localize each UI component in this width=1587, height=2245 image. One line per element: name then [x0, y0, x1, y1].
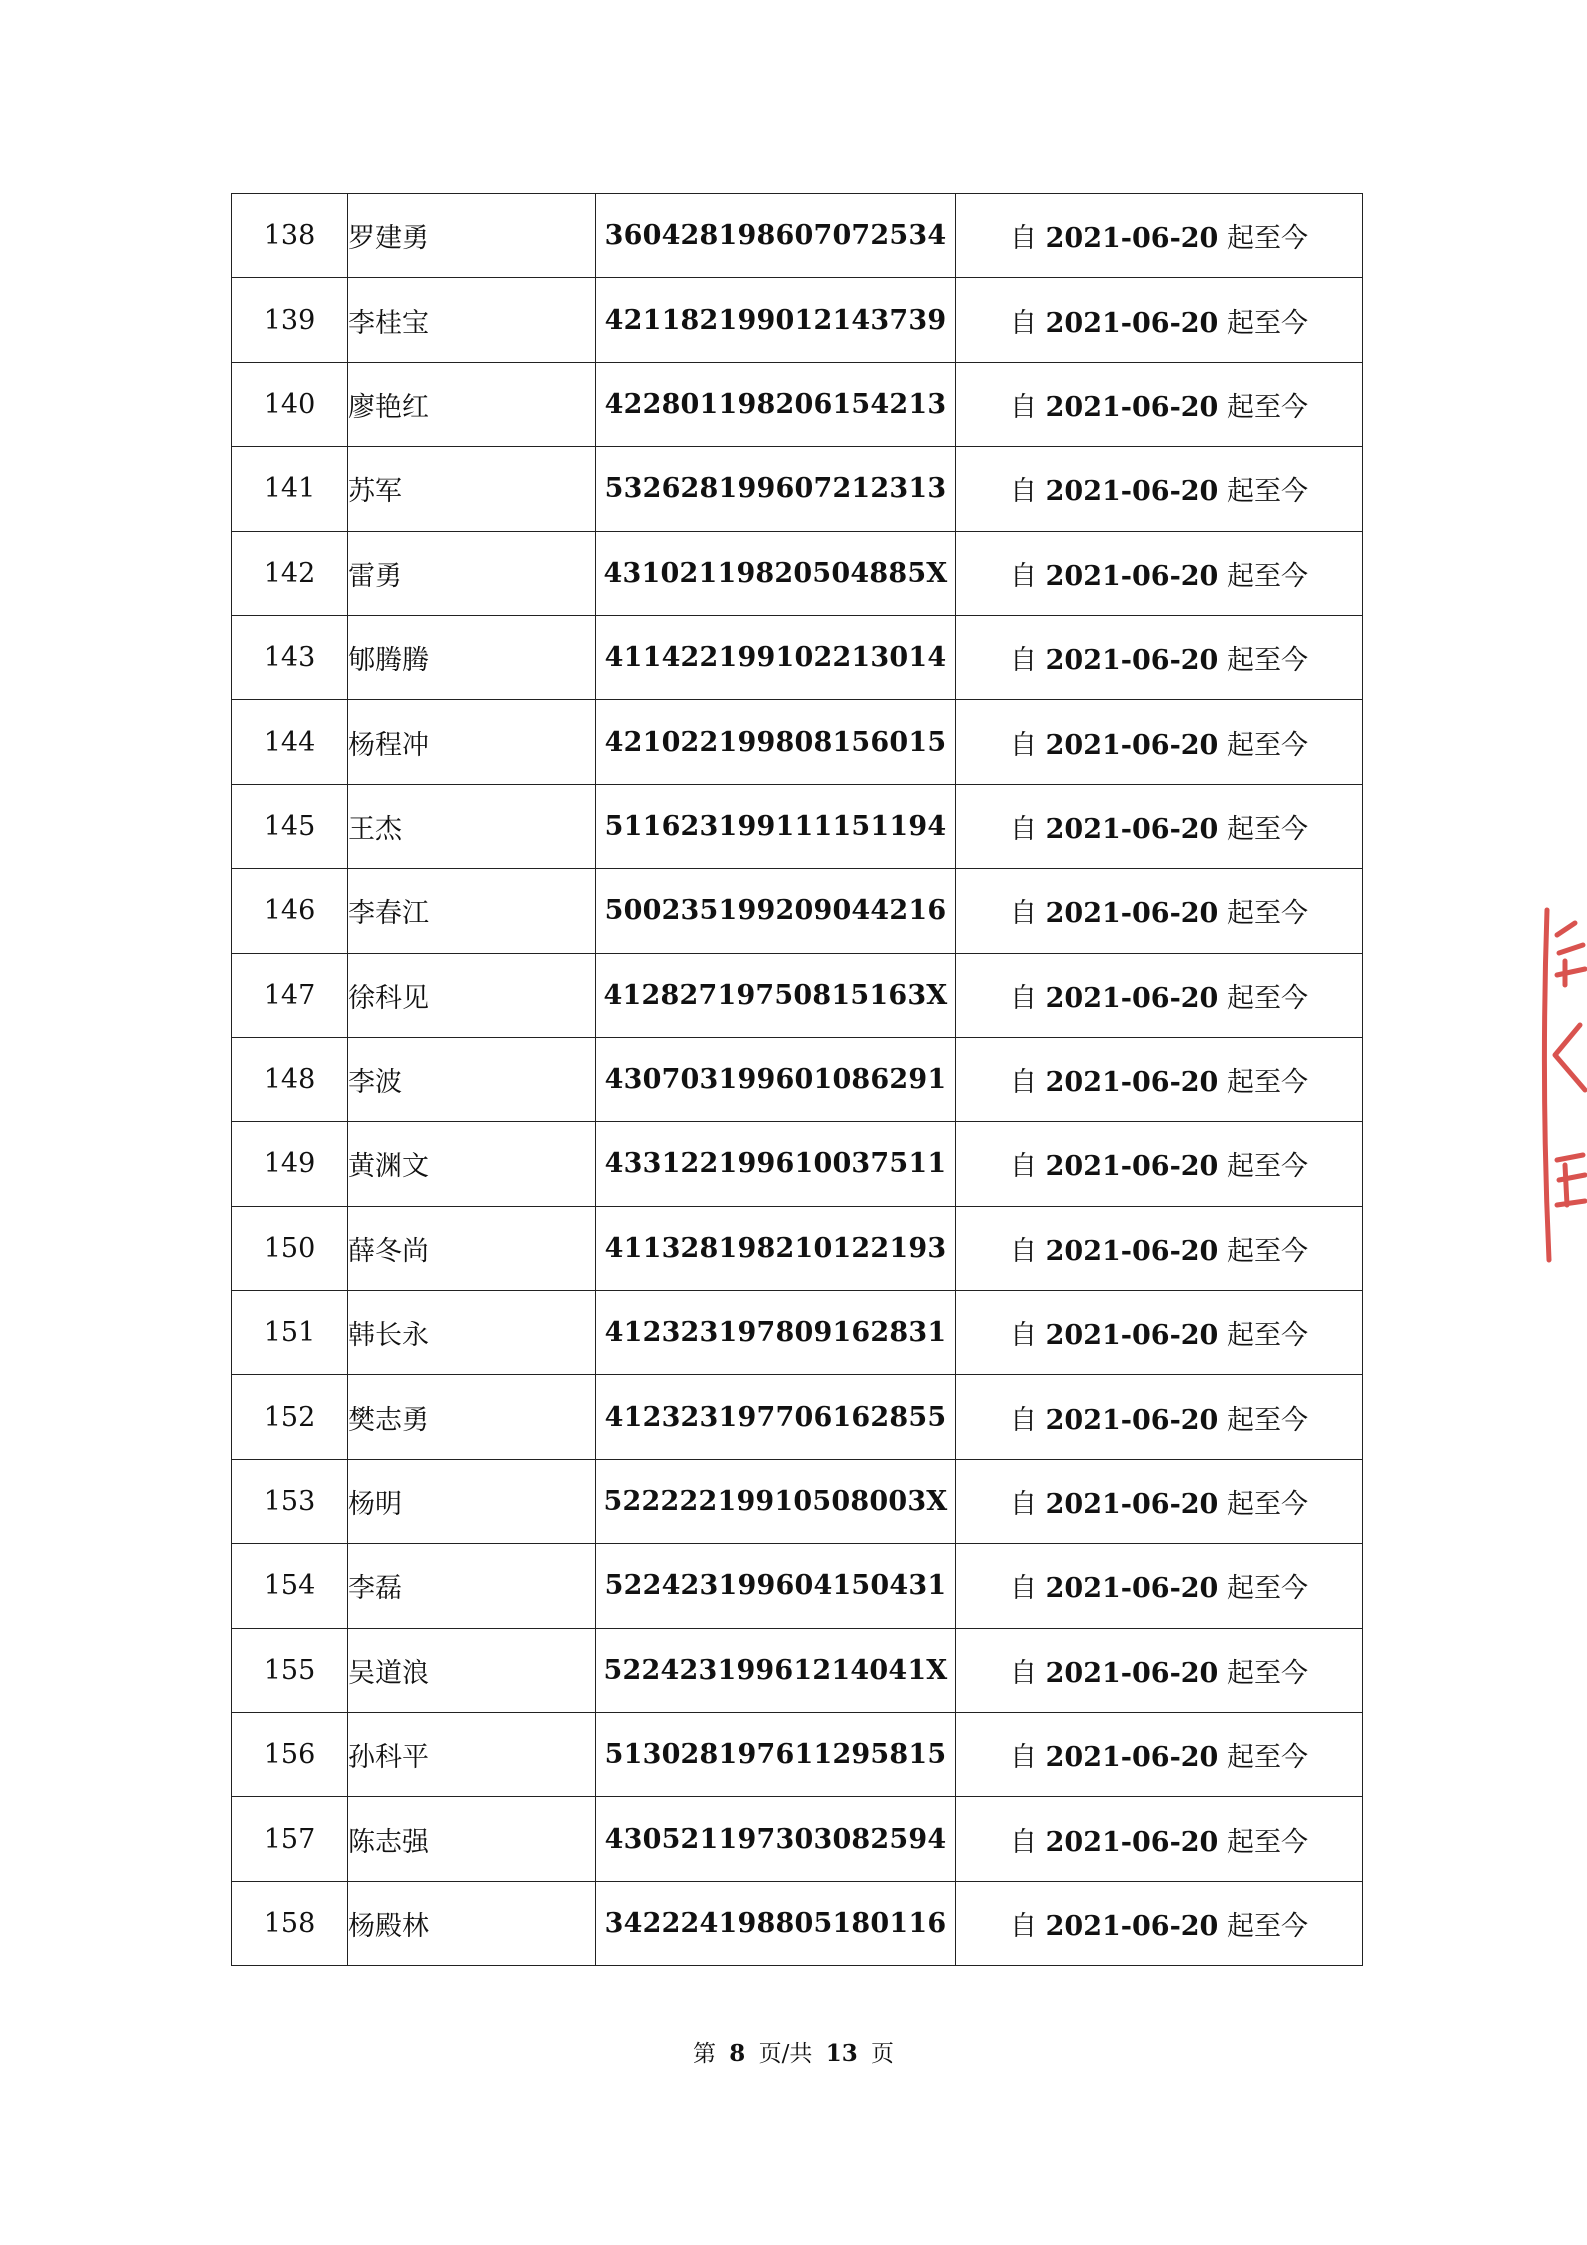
period-from-label: 自: [1010, 476, 1038, 508]
personnel-table-body: [232, 194, 1363, 1966]
period-cell: [956, 362, 1363, 446]
table-row: [232, 447, 1363, 531]
name-cell: 雷勇: [348, 531, 596, 615]
period-from-label: 自: [1010, 1657, 1038, 1689]
period-from-label: 自: [1010, 982, 1038, 1014]
row-number-cell: 155: [232, 1628, 348, 1712]
table-row: [232, 531, 1363, 615]
period-cell: [956, 1713, 1363, 1797]
period-to-label: 起至今: [1226, 982, 1308, 1014]
name-cell: 杨殿林: [348, 1881, 596, 1965]
table-row: [232, 784, 1363, 868]
name-cell: 吴道浪: [348, 1628, 596, 1712]
period-to-label: 起至今: [1226, 1235, 1308, 1267]
period-start-date: 2021-06-20: [1045, 1320, 1219, 1352]
row-number-cell: 140: [232, 362, 348, 446]
row-number-cell: 157: [232, 1797, 348, 1881]
table-row: [232, 278, 1363, 362]
period-to-label: 起至今: [1226, 391, 1308, 423]
period-start-date: 2021-06-20: [1045, 1657, 1219, 1689]
period-start-date: 2021-06-20: [1045, 813, 1219, 845]
name-cell: 李春江: [348, 869, 596, 953]
period-to-label: 起至今: [1226, 307, 1308, 339]
period-to-label: 起至今: [1226, 645, 1308, 677]
row-number-cell: 147: [232, 953, 348, 1037]
period-cell: [956, 1122, 1363, 1206]
table-row: [232, 700, 1363, 784]
footer-suffix: 页: [871, 2041, 895, 2067]
id-number-cell: 513028197611295815: [596, 1713, 956, 1797]
id-number-cell: 342224198805180116: [596, 1881, 956, 1965]
id-number-cell: 433122199610037511: [596, 1122, 956, 1206]
personnel-table: [231, 193, 1363, 1966]
table-row: [232, 869, 1363, 953]
name-cell: 罗建勇: [348, 194, 596, 278]
id-number-cell: 421022199808156015: [596, 700, 956, 784]
period-from-label: 自: [1010, 560, 1038, 592]
id-number-cell: 522423199604150431: [596, 1544, 956, 1628]
period-start-date: 2021-06-20: [1045, 729, 1219, 761]
period-from-label: 自: [1010, 1489, 1038, 1521]
name-cell: 廖艳红: [348, 362, 596, 446]
period-to-label: 起至今: [1226, 898, 1308, 930]
period-to-label: 起至今: [1226, 476, 1308, 508]
period-to-label: 起至今: [1226, 1826, 1308, 1858]
id-number-cell: 500235199209044216: [596, 869, 956, 953]
row-number-cell: 152: [232, 1375, 348, 1459]
table-row: [232, 1797, 1363, 1881]
id-number-cell: 41282719750815163X: [596, 953, 956, 1037]
period-start-date: 2021-06-20: [1045, 476, 1219, 508]
row-number-cell: 149: [232, 1122, 348, 1206]
row-number-cell: 148: [232, 1037, 348, 1121]
period-cell: [956, 447, 1363, 531]
id-number-cell: 430703199601086291: [596, 1037, 956, 1121]
period-cell: [956, 1375, 1363, 1459]
name-cell: 李桂宝: [348, 278, 596, 362]
period-cell: [956, 278, 1363, 362]
period-cell: [956, 1206, 1363, 1290]
period-start-date: 2021-06-20: [1045, 391, 1219, 423]
id-number-cell: 412323197809162831: [596, 1291, 956, 1375]
table-row: [232, 1375, 1363, 1459]
id-number-cell: 360428198607072534: [596, 194, 956, 278]
period-cell: [956, 1037, 1363, 1121]
name-cell: 薛冬尚: [348, 1206, 596, 1290]
period-cell: [956, 1628, 1363, 1712]
table-row: [232, 1544, 1363, 1628]
period-from-label: 自: [1010, 391, 1038, 423]
partial-seal-stamp: [1535, 905, 1587, 1265]
period-start-date: 2021-06-20: [1045, 898, 1219, 930]
row-number-cell: 139: [232, 278, 348, 362]
id-number-cell: 52222219910508003X: [596, 1459, 956, 1543]
id-number-cell: 422801198206154213: [596, 362, 956, 446]
period-start-date: 2021-06-20: [1045, 223, 1219, 255]
table-row: [232, 1459, 1363, 1543]
row-number-cell: 146: [232, 869, 348, 953]
name-cell: 韩长永: [348, 1291, 596, 1375]
name-cell: 孙科平: [348, 1713, 596, 1797]
id-number-cell: 43102119820504885X: [596, 531, 956, 615]
row-number-cell: 141: [232, 447, 348, 531]
period-to-label: 起至今: [1226, 1489, 1308, 1521]
name-cell: 李波: [348, 1037, 596, 1121]
period-from-label: 自: [1010, 1826, 1038, 1858]
period-to-label: 起至今: [1226, 1573, 1308, 1605]
table-row: [232, 1713, 1363, 1797]
period-start-date: 2021-06-20: [1045, 1489, 1219, 1521]
row-number-cell: 142: [232, 531, 348, 615]
name-cell: 樊志勇: [348, 1375, 596, 1459]
period-to-label: 起至今: [1226, 1742, 1308, 1774]
row-number-cell: 144: [232, 700, 348, 784]
id-number-cell: 412323197706162855: [596, 1375, 956, 1459]
table-row: [232, 1628, 1363, 1712]
name-cell: 陈志强: [348, 1797, 596, 1881]
period-to-label: 起至今: [1226, 1404, 1308, 1436]
name-cell: 郇腾腾: [348, 615, 596, 699]
table-row: [232, 953, 1363, 1037]
name-cell: 李磊: [348, 1544, 596, 1628]
name-cell: 徐科见: [348, 953, 596, 1037]
period-from-label: 自: [1010, 307, 1038, 339]
period-to-label: 起至今: [1226, 1320, 1308, 1352]
table-row: [232, 1122, 1363, 1206]
table-row: [232, 194, 1363, 278]
period-cell: [956, 1544, 1363, 1628]
name-cell: 杨程冲: [348, 700, 596, 784]
period-start-date: 2021-06-20: [1045, 560, 1219, 592]
row-number-cell: 151: [232, 1291, 348, 1375]
table-row: [232, 1206, 1363, 1290]
id-number-cell: 532628199607212313: [596, 447, 956, 531]
period-cell: [956, 615, 1363, 699]
table-row: [232, 1881, 1363, 1965]
current-page-number: 8: [729, 2040, 746, 2067]
period-cell: [956, 784, 1363, 868]
row-number-cell: 150: [232, 1206, 348, 1290]
table-row: [232, 362, 1363, 446]
period-from-label: 自: [1010, 1742, 1038, 1774]
period-cell: [956, 700, 1363, 784]
period-from-label: 自: [1010, 1151, 1038, 1183]
period-start-date: 2021-06-20: [1045, 1911, 1219, 1942]
period-start-date: 2021-06-20: [1045, 1573, 1219, 1605]
period-from-label: 自: [1010, 1911, 1038, 1942]
period-to-label: 起至今: [1226, 1911, 1308, 1942]
period-cell: [956, 1291, 1363, 1375]
period-cell: [956, 953, 1363, 1037]
period-start-date: 2021-06-20: [1045, 645, 1219, 677]
period-to-label: 起至今: [1226, 1151, 1308, 1183]
period-start-date: 2021-06-20: [1045, 1067, 1219, 1099]
period-cell: [956, 1459, 1363, 1543]
id-number-cell: 421182199012143739: [596, 278, 956, 362]
period-start-date: 2021-06-20: [1045, 982, 1219, 1014]
page-footer: [0, 2035, 1587, 2068]
period-start-date: 2021-06-20: [1045, 1235, 1219, 1267]
row-number-cell: 143: [232, 615, 348, 699]
id-number-cell: 511623199111151194: [596, 784, 956, 868]
period-to-label: 起至今: [1226, 813, 1308, 845]
period-from-label: 自: [1010, 813, 1038, 845]
period-cell: [956, 531, 1363, 615]
row-number-cell: 153: [232, 1459, 348, 1543]
table-row: [232, 1291, 1363, 1375]
id-number-cell: 52242319961214041X: [596, 1628, 956, 1712]
row-number-cell: 156: [232, 1713, 348, 1797]
period-from-label: 自: [1010, 1320, 1038, 1352]
period-from-label: 自: [1010, 1404, 1038, 1436]
id-number-cell: 411328198210122193: [596, 1206, 956, 1290]
period-cell: [956, 1881, 1363, 1965]
period-start-date: 2021-06-20: [1045, 1151, 1219, 1183]
period-start-date: 2021-06-20: [1045, 1742, 1219, 1774]
row-number-cell: 138: [232, 194, 348, 278]
period-cell: [956, 1797, 1363, 1881]
period-to-label: 起至今: [1226, 729, 1308, 761]
period-from-label: 自: [1010, 1235, 1038, 1267]
period-to-label: 起至今: [1226, 1067, 1308, 1099]
footer-prefix: 第: [692, 2041, 716, 2067]
period-from-label: 自: [1010, 729, 1038, 761]
period-to-label: 起至今: [1226, 223, 1308, 255]
row-number-cell: 154: [232, 1544, 348, 1628]
name-cell: 王杰: [348, 784, 596, 868]
period-to-label: 起至今: [1226, 1657, 1308, 1689]
period-cell: [956, 194, 1363, 278]
table-row: [232, 1037, 1363, 1121]
row-number-cell: 145: [232, 784, 348, 868]
name-cell: 苏军: [348, 447, 596, 531]
period-from-label: 自: [1010, 223, 1038, 255]
row-number-cell: 158: [232, 1881, 348, 1965]
period-from-label: 自: [1010, 1573, 1038, 1605]
period-start-date: 2021-06-20: [1045, 307, 1219, 339]
total-page-count: 13: [825, 2040, 858, 2067]
id-number-cell: 411422199102213014: [596, 615, 956, 699]
period-from-label: 自: [1010, 1067, 1038, 1099]
name-cell: 黄渊文: [348, 1122, 596, 1206]
name-cell: 杨明: [348, 1459, 596, 1543]
period-from-label: 自: [1010, 898, 1038, 930]
id-number-cell: 430521197303082594: [596, 1797, 956, 1881]
table-row: [232, 615, 1363, 699]
period-to-label: 起至今: [1226, 560, 1308, 592]
period-from-label: 自: [1010, 645, 1038, 677]
footer-middle: 页/共: [758, 2041, 813, 2067]
period-cell: [956, 869, 1363, 953]
period-start-date: 2021-06-20: [1045, 1404, 1219, 1436]
period-start-date: 2021-06-20: [1045, 1826, 1219, 1858]
